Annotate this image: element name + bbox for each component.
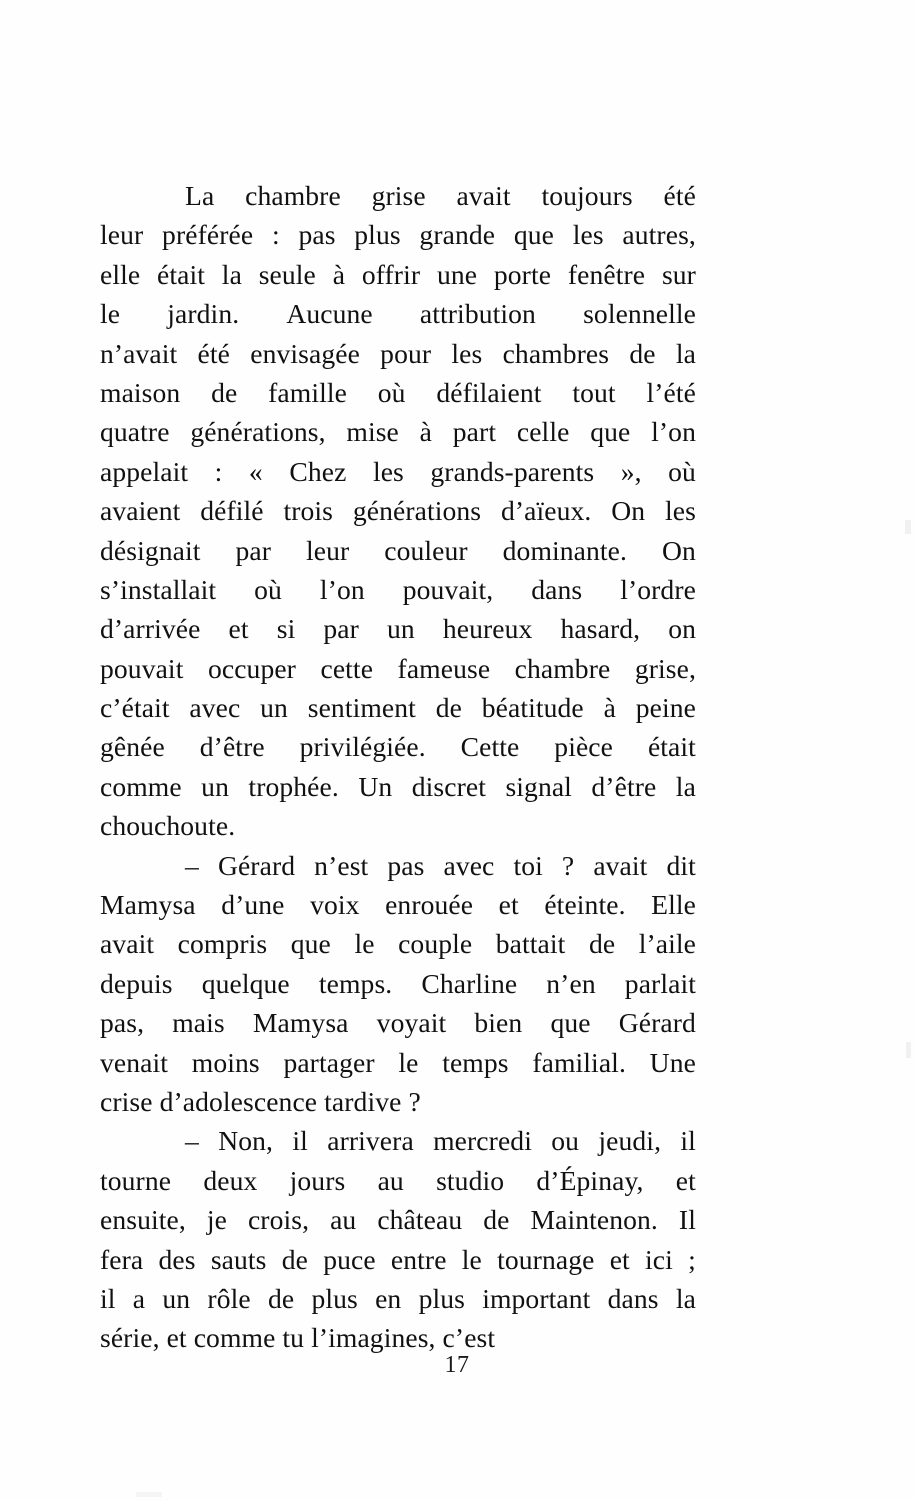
text-line: – Non, il arrivera mercredi ou jeudi, il [185,1125,696,1157]
scan-artifact-icon [906,1042,911,1058]
text-line: venait moins partager le temps familial. Une [100,1046,696,1078]
text-line: appelait : « Chez les grands-parents », où [100,455,696,487]
body-text-block [100,176,696,1358]
text-line: elle était la seule à offrir une porte fenêtre sur [100,258,696,290]
text-line: d’arrivée et si par un heureux hasard, on [100,613,696,645]
text-line: pas, mais Mamysa voyait bien que Gérard [100,1007,696,1039]
paragraph-dialogue-gerard [100,846,696,1122]
text-line: tourne deux jours au studio d’Épinay, et [100,1164,696,1196]
text-line: pouvait occuper cette fameuse chambre grise, [100,652,696,684]
text-line: Mamysa d’une voix enrouée et éteinte. Elle [100,889,696,921]
text-line: crise d’adolescence tardive ? [100,1085,421,1117]
text-line: c’était avec un sentiment de béatitude à peine [100,692,696,724]
text-line: gênée d’être privilégiée. Cette pièce était [100,731,696,763]
text-line: chouchoute. [100,810,236,842]
text-line: désignait par leur couleur dominante. On [100,534,696,566]
text-line: leur préférée : pas plus grande que les autres, [100,219,696,251]
text-line: comme un trophée. Un discret signal d’être la [100,770,696,802]
paragraph-chambre-grise [100,176,696,846]
text-line: il a un rôle de plus en plus important dans la [100,1282,696,1314]
text-line: quatre générations, mise à part celle que l’on [100,416,696,448]
text-line: maison de famille où défilaient tout l’été [100,376,696,408]
text-line: avait compris que le couple battait de l’aile [100,928,696,960]
text-line: ensuite, je crois, au château de Maintenon. Il [100,1204,696,1236]
text-line: depuis quelque temps. Charline n’en parlait [100,967,696,999]
text-line: n’avait été envisagée pour les chambres de la [100,337,696,369]
paragraph-dialogue-reponse [100,1121,696,1357]
text-line: s’installait où l’on pouvait, dans l’ordre [100,573,696,605]
text-line: La chambre grise avait toujours été [185,180,696,211]
scan-artifact-icon [136,1492,162,1497]
page-number: 17 [444,1352,470,1378]
text-line: le jardin. Aucune attribution solennelle [100,298,696,330]
text-line: – Gérard n’est pas avec toi ? avait dit [185,849,696,881]
text-line: fera des sauts de puce entre le tournage et ici ; [100,1243,696,1275]
text-line: avaient défilé trois générations d’aïeux. On les [100,495,696,527]
scan-artifact-icon [905,520,911,534]
text-line: série, et comme tu l’imagines, c’est [100,1322,496,1354]
